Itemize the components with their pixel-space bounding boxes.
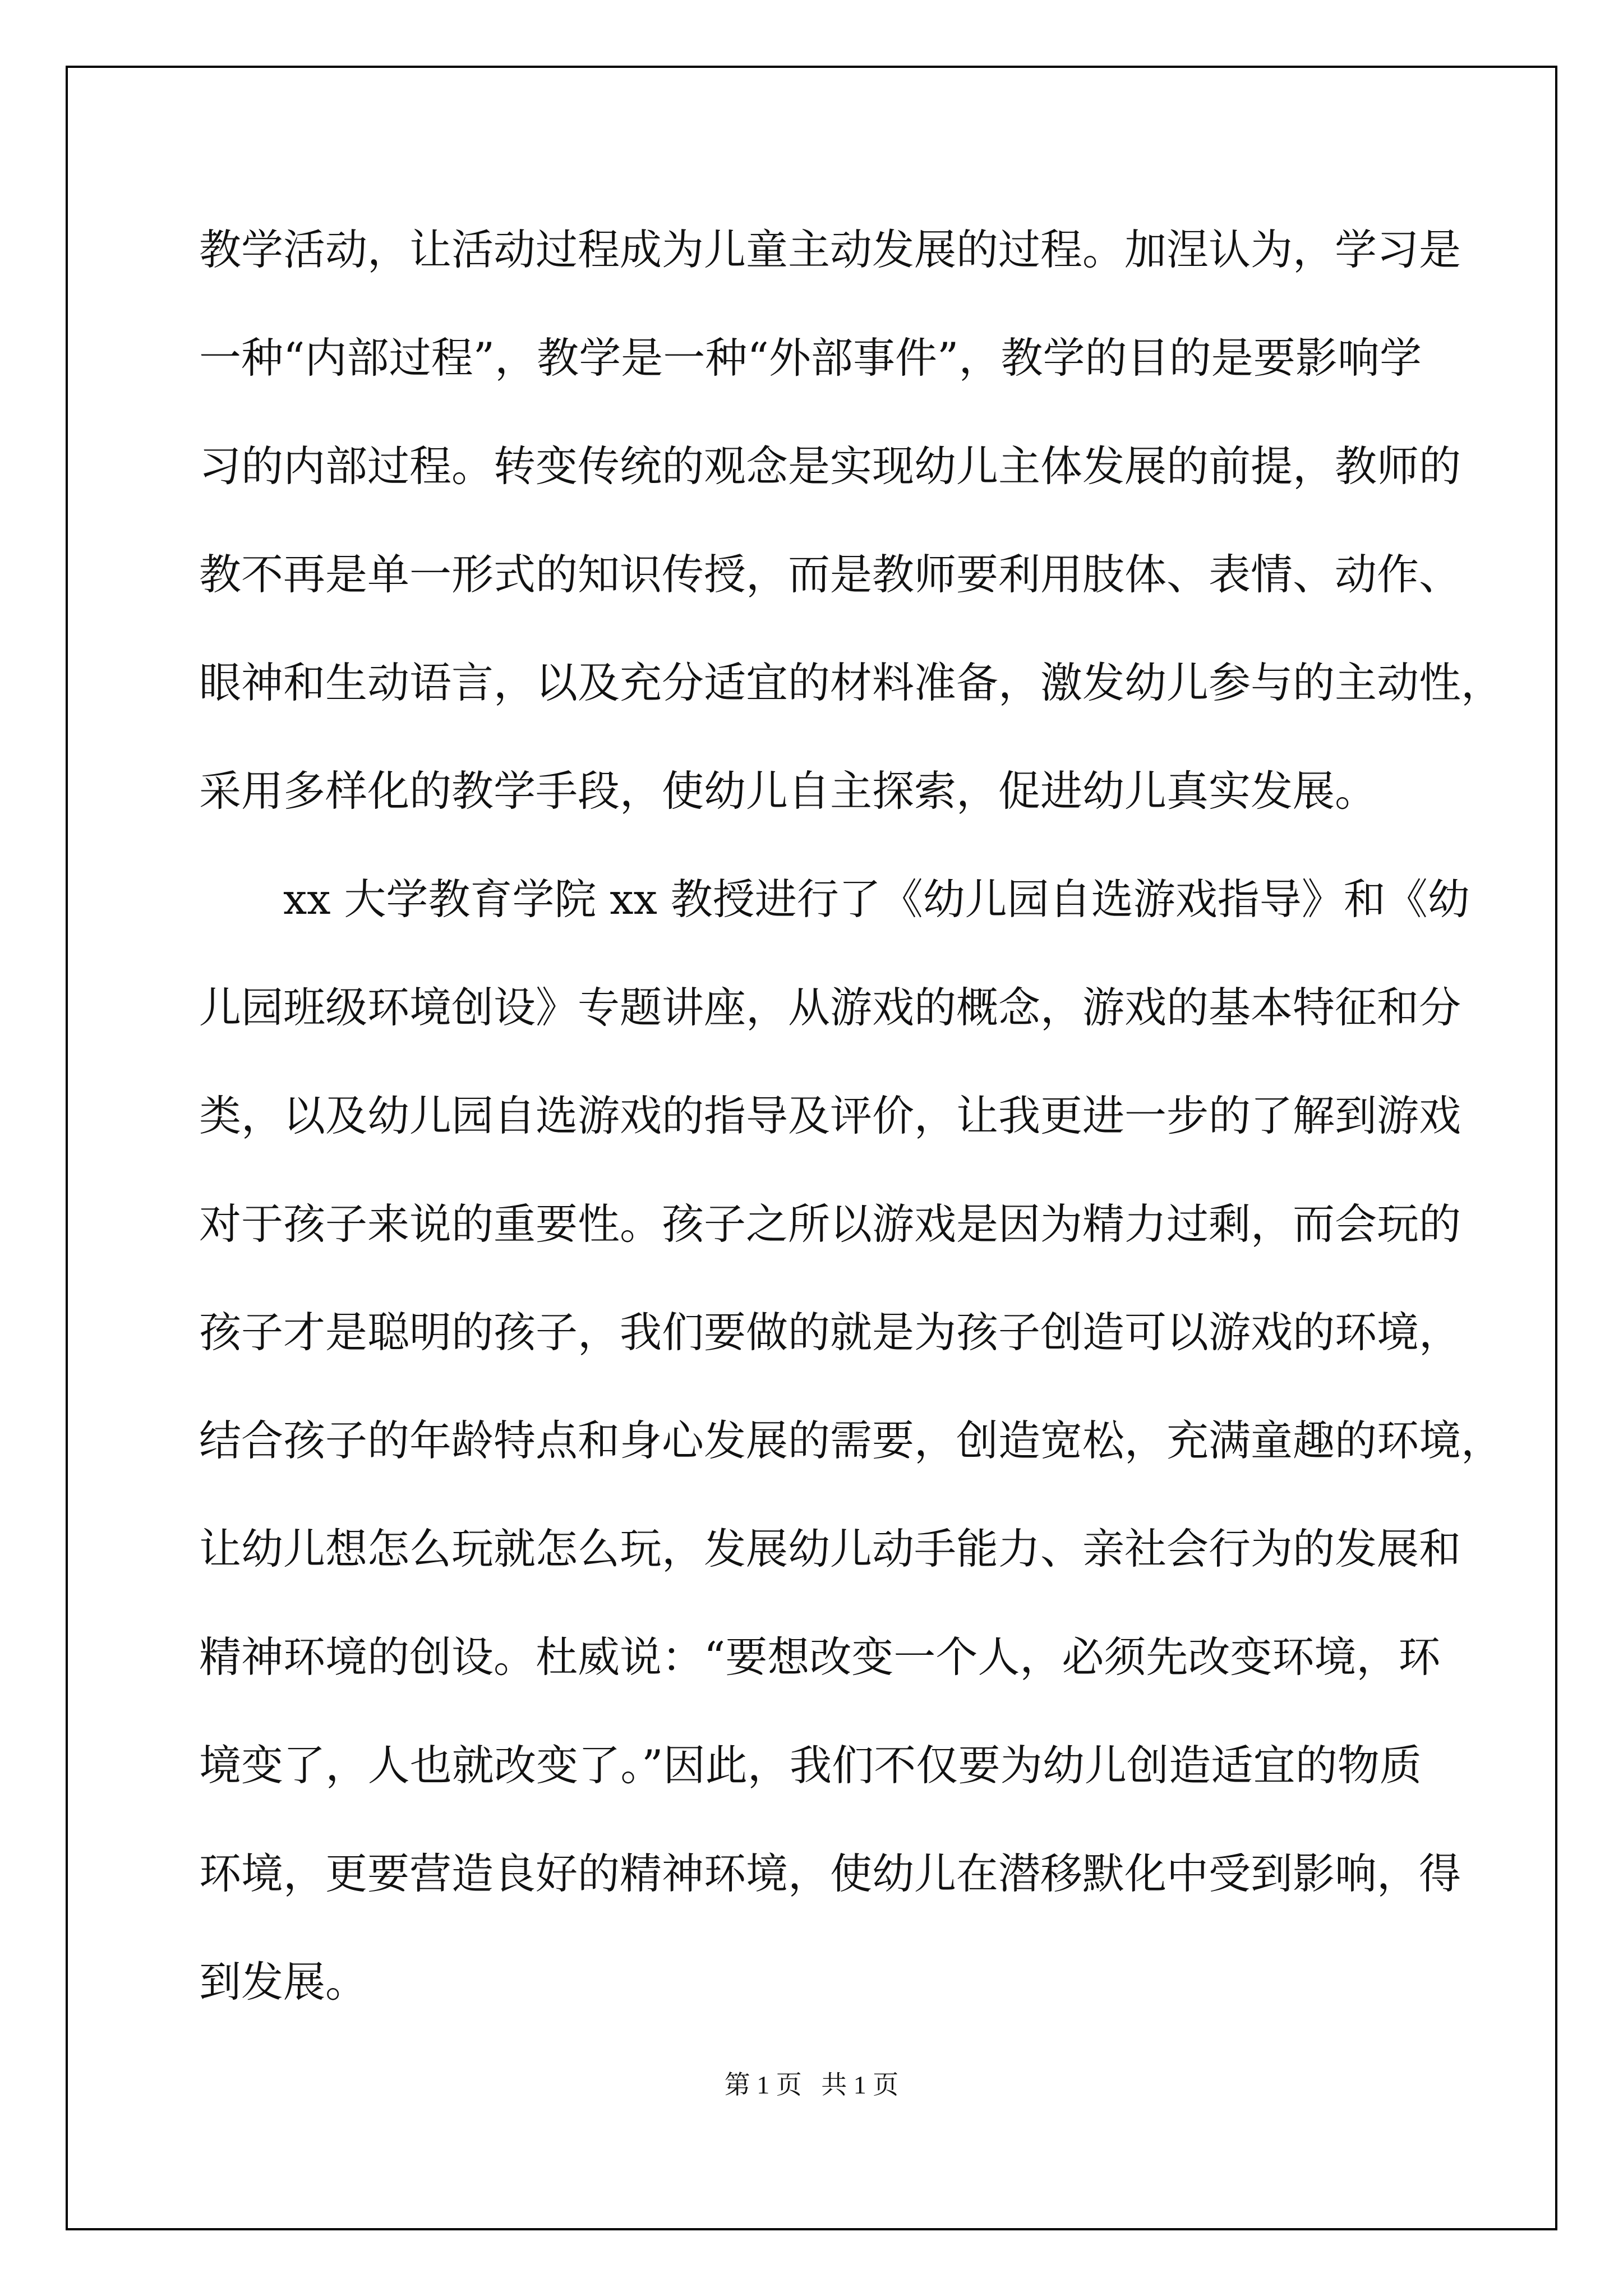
page-number-footer: 第 1 页 共 1 页 (724, 2070, 899, 2099)
text-line: 环境，更要营造良好的精神环境，使幼儿在潜移默化中受到影响，得 (199, 1849, 1461, 1898)
text-line: 对于孩子来说的重要性。孩子之所以游戏是因为精力过剩，而会玩的 (199, 1199, 1461, 1249)
text-line: 类，以及幼儿园自选游戏的指导及评价，让我更进一步的了解到游戏 (199, 1091, 1461, 1140)
text-line: 采用多样化的教学手段，使幼儿自主探索，促进幼儿真实发展。 (199, 766, 1377, 816)
text-line: 教不再是单一形式的知识传授，而是教师要利用肢体、表情、动作、 (199, 550, 1461, 599)
text-line: 孩子才是聪明的孩子，我们要做的就是为孩子创造可以游戏的环境， (199, 1308, 1461, 1357)
text-line: 习的内部过程。转变传统的观念是实现幼儿主体发展的前提，教师的 (199, 441, 1461, 491)
text-line: 眼神和生动语言，以及充分适宜的材料准备，激发幼儿参与的主动性， (199, 658, 1504, 707)
text-line: 一种“内部过程”，教学是一种“外部事件”，教学的目的是要影响学 (199, 333, 1422, 383)
text-line: 精神环境的创设。杜威说：“要想改变一个人，必须先改变环境，环 (199, 1632, 1441, 1682)
text-line: 教学活动，让活动过程成为儿童主动发展的过程。加涅认为，学习是 (199, 225, 1461, 274)
text-line: 境变了，人也就改变了。”因此，我们不仅要为幼儿创造适宜的物质 (199, 1741, 1422, 1790)
text-line: 让幼儿想怎么玩就怎么玩，发展幼儿动手能力、亲社会行为的发展和 (199, 1524, 1461, 1573)
text-line: 结合孩子的年龄特点和身心发展的需要，创造宽松，充满童趣的环境， (199, 1416, 1504, 1465)
text-line: 儿园班级环境创设》专题讲座，从游戏的概念，游戏的基本特征和分 (199, 983, 1461, 1032)
text-line: 到发展。 (199, 1957, 368, 2007)
paragraph-first-line: xx 大学教育学院 xx 教授进行了《幼儿园自选游戏指导》和《幼 (283, 875, 1470, 924)
document-body (199, 216, 1504, 2056)
